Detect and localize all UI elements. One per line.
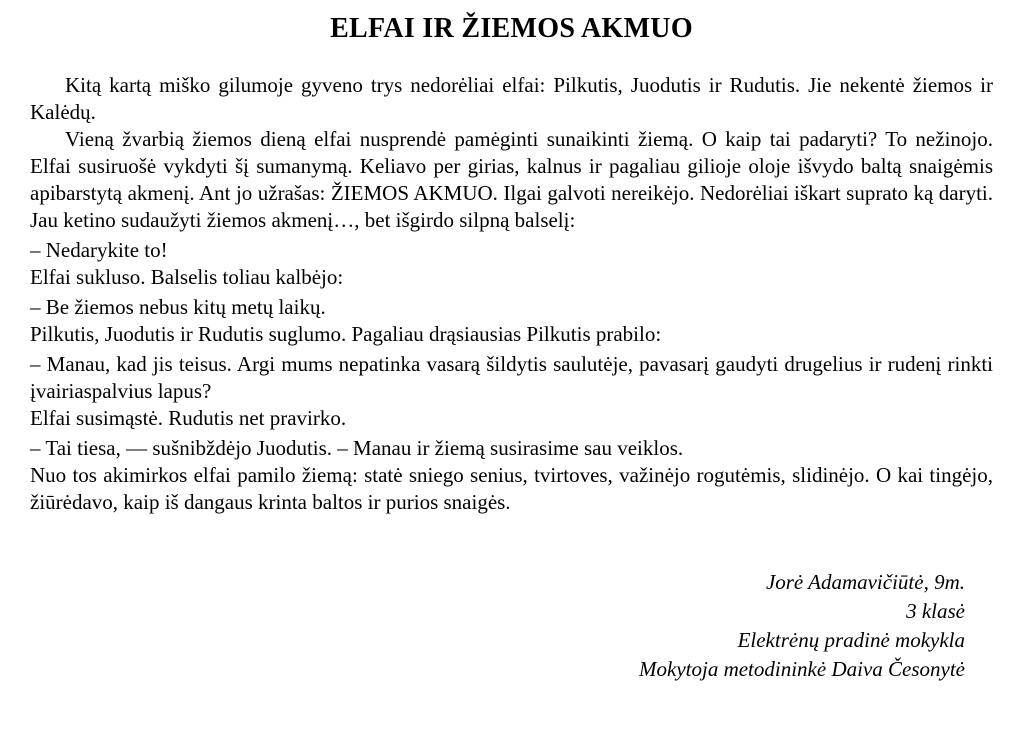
story-body xyxy=(30,72,993,516)
signature-school: Elektrėnų pradinė mokykla xyxy=(737,628,965,652)
signature-teacher: Mokytoja metodininkė Daiva Česonytė xyxy=(639,657,965,681)
story-paragraph-intro: Kitą kartą miško gilumoje gyveno trys nedorėliai elfai: Pilkutis, Juodutis ir Rudutis. Jie nekentė žiemos ir Kalėdų. xyxy=(30,73,993,124)
dialogue-line-its-true: – Tai tiesa, — sušnibždėjo Juodutis. – Manau ir žiemą susirasime sau veiklos. xyxy=(30,436,684,460)
story-paragraph-ending: Nuo tos akimirkos elfai pamilo žiemą: statė sniego senius, tvirtoves, važinėjo rogutėmis, slidinėjo. O kai tingėjo, žiūrėdavo, kaip iš dangaus krinta baltos ir purios snaigės. xyxy=(30,463,993,514)
story-title: ELFAI IR ŽIEMOS AKMUO xyxy=(330,13,693,44)
signature-grade: 3 klasė xyxy=(906,599,965,623)
signature-author: Jorė Adamavičiūtė, 9m. xyxy=(765,570,965,594)
story-paragraph-voice: Elfai sukluso. Balselis toliau kalbėjo: xyxy=(30,265,344,289)
story-paragraph-pondering: Elfai susimąstė. Rudutis net pravirko. xyxy=(30,406,347,430)
story-paragraph-confused: Pilkutis, Juodutis ir Rudutis suglumo. Pagaliau drąsiausias Pilkutis prabilo: xyxy=(30,322,662,346)
signature-block xyxy=(30,568,993,684)
dialogue-line-no-seasons: – Be žiemos nebus kitų metų laikų. xyxy=(30,295,326,319)
dialogue-line-he-is-right: – Manau, kad jis teisus. Argi mums nepatinka vasarą šildytis saulutėje, pavasarį gaudyti drugelius ir rudenį rinkti įvairiaspalvius lapus? xyxy=(30,352,993,403)
story-paragraph-journey: Vieną žvarbią žiemos dieną elfai nusprendė pamėginti sunaikinti žiemą. O kaip tai padaryti? To nežinojo. Elfai susiruošė vykdyti šį sumanymą. Keliavo per girias, kalnus ir pagaliau gilioje oloje išvydo baltą snaigėmis apibarstytą akmenį. Ant jo užrašas: ŽIEMOS AKMUO. Ilgai galvoti nereikėjo. Nedorėliai iškart suprato ką daryti. Jau ketino sudaužyti žiemos akmenį…, bet išgirdo silpną balselį: xyxy=(30,127,993,232)
dialogue-line-dont-do-it: – Nedarykite to! xyxy=(30,238,168,262)
